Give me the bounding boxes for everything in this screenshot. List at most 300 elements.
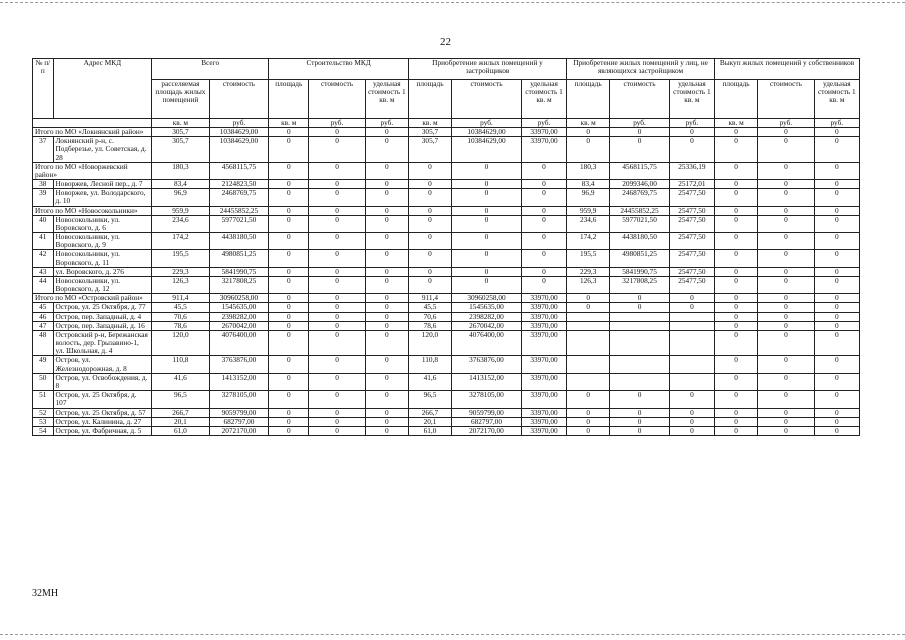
value-cell: 4076400,00 [452,330,522,356]
value-cell: 0 [758,233,814,250]
value-cell: 61,0 [152,426,210,435]
row-address: Остров, ул. Калинина, д. 27 [53,417,152,426]
value-cell: 0 [309,303,365,312]
unit-cell: руб. [209,119,269,128]
value-cell [610,356,670,373]
value-cell: 33970,00 [521,356,566,373]
value-cell: 0 [610,294,670,303]
value-cell: 0 [269,330,309,356]
value-cell: 0 [567,426,610,435]
value-cell: 0 [758,356,814,373]
value-cell: 0 [814,137,859,163]
value-cell: 2468769,75 [209,189,269,206]
row-number: 54 [33,426,54,435]
value-cell: 0 [715,276,758,293]
value-cell: 0 [814,276,859,293]
value-cell: 0 [669,391,714,408]
subheader-cell: удельная стоимость 1 кв. м [669,80,714,119]
value-cell: 2072170,00 [209,426,269,435]
value-cell: 0 [567,137,610,163]
value-cell: 911,4 [408,294,451,303]
value-cell: 0 [715,267,758,276]
value-cell: 0 [269,250,309,267]
value-cell: 174,2 [567,233,610,250]
value-cell: 5841990,75 [209,267,269,276]
value-cell: 0 [758,128,814,137]
header-group-buyout: Выкуп жилых помещений у собственников [715,59,860,80]
total-row [33,162,860,179]
value-cell: 96,9 [567,189,610,206]
value-cell: 0 [814,408,859,417]
row-number: 37 [33,137,54,163]
value-cell: 33970,00 [521,408,566,417]
value-cell: 0 [758,250,814,267]
value-cell: 96,9 [152,189,210,206]
row-number: 48 [33,330,54,356]
value-cell: 0 [452,206,522,215]
table-row [33,233,860,250]
row-address: Новоржев, Лесной пер., д. 7 [53,180,152,189]
value-cell: 0 [452,162,522,179]
table-row [33,137,860,163]
value-cell: 180,3 [152,162,210,179]
row-number: 38 [33,180,54,189]
value-cell: 0 [269,408,309,417]
value-cell: 1413152,00 [209,373,269,390]
value-cell: 0 [269,356,309,373]
value-cell: 9059799,00 [209,408,269,417]
value-cell: 9059799,00 [452,408,522,417]
value-cell: 0 [408,267,451,276]
value-cell: 0 [814,330,859,356]
table-row [33,391,860,408]
value-cell: 2398282,00 [209,312,269,321]
unit-cell: руб. [814,119,859,128]
value-cell: 25477,50 [669,250,714,267]
row-address: Новосокольники, ул. Воровского, д. 12 [53,276,152,293]
value-cell: 305,7 [408,137,451,163]
value-cell: 0 [758,206,814,215]
value-cell [567,356,610,373]
value-cell [567,312,610,321]
subheader-cell: стоимость [610,80,670,119]
value-cell: 0 [309,180,365,189]
value-cell [669,356,714,373]
value-cell: 0 [309,417,365,426]
value-cell: 0 [814,233,859,250]
value-cell [610,312,670,321]
value-cell: 0 [452,215,522,232]
table-row [33,180,860,189]
value-cell: 0 [309,408,365,417]
value-cell: 0 [365,206,408,215]
value-cell: 0 [269,180,309,189]
value-cell: 0 [365,373,408,390]
value-cell: 2124823,50 [209,180,269,189]
value-cell: 45,5 [408,303,451,312]
value-cell [567,321,610,330]
value-cell [669,373,714,390]
value-cell: 0 [715,356,758,373]
row-address: Локнянский р-н, с. Подберезье, ул. Советская, д. 28 [53,137,152,163]
footer-code: 32МН [32,588,59,599]
value-cell: 0 [365,303,408,312]
value-cell: 78,6 [152,321,210,330]
value-cell: 0 [269,426,309,435]
value-cell: 305,7 [408,128,451,137]
row-address: Новосокольники, ул. Воровского, д. 6 [53,215,152,232]
subheader-cell: площадь [408,80,451,119]
value-cell: 0 [521,162,566,179]
value-cell: 959,9 [152,206,210,215]
value-cell: 2398282,00 [452,312,522,321]
value-cell: 195,5 [152,250,210,267]
value-cell: 0 [567,408,610,417]
row-address: Остров, ул. 25 Октября, д. 107 [53,391,152,408]
value-cell: 0 [365,321,408,330]
value-cell: 0 [269,373,309,390]
value-cell: 25477,50 [669,233,714,250]
value-cell: 33970,00 [521,330,566,356]
value-cell: 0 [758,180,814,189]
value-cell: 0 [365,180,408,189]
value-cell: 0 [408,162,451,179]
unit-cell: кв. м [152,119,210,128]
value-cell: 110,8 [152,356,210,373]
value-cell: 0 [269,189,309,206]
value-cell: 0 [814,206,859,215]
value-cell: 0 [269,303,309,312]
row-address: Остров, пер. Западный, д. 4 [53,312,152,321]
value-cell: 33970,00 [521,426,566,435]
value-cell: 0 [715,180,758,189]
value-cell: 0 [408,180,451,189]
total-row [33,128,860,137]
row-number: 52 [33,408,54,417]
value-cell: 0 [814,312,859,321]
value-cell: 0 [715,233,758,250]
value-cell: 5841990,75 [610,267,670,276]
row-number: 42 [33,250,54,267]
row-number: 46 [33,312,54,321]
row-address: Остров, ул. Фабричная, д. 5 [53,426,152,435]
value-cell: 4438180,50 [610,233,670,250]
value-cell: 0 [814,426,859,435]
value-cell: 33970,00 [521,128,566,137]
value-cell: 4568115,75 [610,162,670,179]
value-cell: 0 [814,180,859,189]
value-cell: 0 [269,417,309,426]
value-cell: 229,3 [567,267,610,276]
row-address: Островский р-н, Бережанская волость, дер. Грызавино-1, ул. Школьная, д. 4 [53,330,152,356]
header-group-total: Всего [152,59,269,80]
value-cell: 180,3 [567,162,610,179]
value-cell: 33970,00 [521,294,566,303]
value-cell [610,330,670,356]
value-cell: 0 [269,162,309,179]
value-cell: 0 [567,294,610,303]
row-address: Остров, ул. 25 Октября, д. 77 [53,303,152,312]
value-cell: 0 [452,233,522,250]
total-row [33,206,860,215]
value-cell: 0 [452,250,522,267]
row-address: Новосокольники, ул. Воровского, д. 9 [53,233,152,250]
unit-cell: руб. [452,119,522,128]
value-cell: 0 [521,206,566,215]
value-cell: 0 [758,312,814,321]
value-cell: 0 [758,426,814,435]
page-number: 22 [440,36,451,48]
value-cell: 33970,00 [521,312,566,321]
value-cell: 0 [309,267,365,276]
value-cell: 5977021,50 [209,215,269,232]
value-cell: 33970,00 [521,137,566,163]
value-cell: 0 [269,276,309,293]
value-cell: 0 [365,137,408,163]
value-cell: 682797,00 [209,417,269,426]
value-cell: 0 [309,426,365,435]
value-cell: 0 [309,189,365,206]
value-cell: 2072170,00 [452,426,522,435]
value-cell: 0 [365,128,408,137]
unit-cell: руб. [669,119,714,128]
header-group-developers: Приобретение жилых помещений у застройщиков [408,59,566,80]
row-number: 47 [33,321,54,330]
value-cell: 682797,00 [452,417,522,426]
value-cell: 0 [269,128,309,137]
unit-cell: руб. [610,119,670,128]
value-cell: 0 [452,180,522,189]
value-cell: 0 [715,162,758,179]
value-cell: 4076400,00 [209,330,269,356]
value-cell: 0 [715,206,758,215]
value-cell: 0 [715,128,758,137]
value-cell: 0 [452,189,522,206]
value-cell: 0 [269,215,309,232]
unit-cell: кв. м [269,119,309,128]
value-cell: 0 [269,321,309,330]
unit-cell: руб. [758,119,814,128]
value-cell: 305,7 [152,128,210,137]
value-cell: 2670042,00 [209,321,269,330]
value-cell [567,330,610,356]
value-cell: 2468769,75 [610,189,670,206]
value-cell: 0 [715,391,758,408]
value-cell: 0 [309,356,365,373]
unit-cell: руб. [521,119,566,128]
value-cell: 0 [715,321,758,330]
value-cell: 0 [814,189,859,206]
unit-cell: кв. м [408,119,451,128]
subheader-cell: расселяемая площадь жилых помещений [152,80,210,119]
value-cell [669,330,714,356]
subheader-cell: стоимость [758,80,814,119]
value-cell: 0 [758,294,814,303]
value-cell: 25477,50 [669,276,714,293]
table-row [33,267,860,276]
table-row [33,250,860,267]
value-cell: 0 [758,408,814,417]
value-cell: 0 [365,276,408,293]
value-cell: 10384629,00 [452,137,522,163]
value-cell: 0 [365,391,408,408]
value-cell [610,373,670,390]
value-cell: 3763876,00 [452,356,522,373]
total-label: Итого по МО «Островский район» [33,294,152,303]
value-cell: 0 [408,206,451,215]
value-cell: 10384629,00 [209,128,269,137]
value-cell [669,321,714,330]
row-address: Новосокольники, ул. Воровского, д. 11 [53,250,152,267]
value-cell: 0 [715,294,758,303]
value-cell: 0 [269,391,309,408]
value-cell: 0 [309,250,365,267]
value-cell: 0 [521,233,566,250]
unit-cell: руб. [365,119,408,128]
housing-resettlement-table [32,58,860,436]
value-cell [669,312,714,321]
header-num: № п/п [33,59,54,119]
value-cell: 0 [669,294,714,303]
value-cell: 0 [814,267,859,276]
value-cell: 0 [758,391,814,408]
value-cell: 0 [567,391,610,408]
value-cell: 110,8 [408,356,451,373]
value-cell: 0 [365,233,408,250]
value-cell: 2670042,00 [452,321,522,330]
value-cell: 0 [758,417,814,426]
subheader-cell: удельная стоимость 1 кв. м [365,80,408,119]
value-cell: 0 [567,128,610,137]
value-cell: 4438180,50 [209,233,269,250]
row-number: 44 [33,276,54,293]
value-cell: 0 [758,215,814,232]
value-cell: 0 [814,321,859,330]
value-cell: 0 [814,294,859,303]
value-cell: 0 [309,215,365,232]
value-cell: 266,7 [408,408,451,417]
value-cell: 0 [715,373,758,390]
value-cell: 0 [521,276,566,293]
value-cell: 0 [610,137,670,163]
value-cell: 0 [758,321,814,330]
value-cell: 0 [814,215,859,232]
value-cell: 0 [758,162,814,179]
value-cell: 25477,50 [669,189,714,206]
unit-cell: кв. м [567,119,610,128]
row-address: Остров, ул. Освобождения, д. 8 [53,373,152,390]
value-cell: 25336,19 [669,162,714,179]
subheader-cell: стоимость [452,80,522,119]
value-cell: 195,5 [567,250,610,267]
value-cell: 0 [814,250,859,267]
value-cell: 0 [408,189,451,206]
value-cell: 0 [521,215,566,232]
value-cell: 0 [669,137,714,163]
unit-cell: руб. [309,119,365,128]
total-row [33,294,860,303]
value-cell: 5977021,50 [610,215,670,232]
table-row [33,303,860,312]
table-row [33,189,860,206]
value-cell: 126,3 [152,276,210,293]
total-label: Итого по МО «Новоржевский район» [33,162,152,179]
value-cell: 120,0 [408,330,451,356]
total-label: Итого по МО «Новосокольники» [33,206,152,215]
value-cell: 25477,50 [669,267,714,276]
value-cell: 0 [365,267,408,276]
value-cell: 0 [814,303,859,312]
value-cell: 0 [715,215,758,232]
value-cell: 33970,00 [521,303,566,312]
value-cell: 0 [814,417,859,426]
row-number: 49 [33,356,54,373]
value-cell: 0 [365,356,408,373]
header-group-non-developers: Приобретение жилых помещений у лиц, не являющихся застройщиком [567,59,715,80]
units-spacer [33,119,152,128]
subheader-cell: площадь [567,80,610,119]
value-cell: 30960258,00 [209,294,269,303]
value-cell: 0 [365,189,408,206]
value-cell: 3278105,00 [209,391,269,408]
value-cell: 0 [814,162,859,179]
value-cell: 0 [452,267,522,276]
row-number: 50 [33,373,54,390]
value-cell: 78,6 [408,321,451,330]
page-bottom-edge [0,634,905,635]
page-top-edge [0,2,905,3]
row-number: 45 [33,303,54,312]
value-cell: 0 [269,312,309,321]
subheader-cell: площадь [269,80,309,119]
row-number: 40 [33,215,54,232]
value-cell: 0 [758,189,814,206]
value-cell: 0 [669,128,714,137]
value-cell: 0 [715,312,758,321]
value-cell [610,321,670,330]
subheader-cell: удельная стоимость 1 кв. м [521,80,566,119]
table-row [33,356,860,373]
value-cell: 0 [309,276,365,293]
value-cell: 0 [715,250,758,267]
value-cell: 0 [610,426,670,435]
value-cell: 0 [669,417,714,426]
value-cell: 3763876,00 [209,356,269,373]
value-cell: 0 [715,330,758,356]
value-cell: 0 [269,206,309,215]
value-cell: 3217808,25 [610,276,670,293]
value-cell: 0 [309,330,365,356]
value-cell: 0 [715,137,758,163]
value-cell: 0 [309,391,365,408]
value-cell: 0 [309,294,365,303]
value-cell: 83,4 [152,180,210,189]
header-address: Адрес МКД [53,59,152,119]
value-cell: 45,5 [152,303,210,312]
value-cell: 10384629,00 [209,137,269,163]
value-cell: 0 [521,180,566,189]
value-cell: 305,7 [152,137,210,163]
value-cell: 0 [365,215,408,232]
value-cell: 0 [715,417,758,426]
table-row [33,312,860,321]
value-cell: 0 [715,189,758,206]
value-cell: 0 [669,303,714,312]
value-cell: 0 [309,373,365,390]
header-group-construction: Строительство МКД [269,59,409,80]
subheader-cell: стоимость [209,80,269,119]
value-cell: 0 [814,373,859,390]
